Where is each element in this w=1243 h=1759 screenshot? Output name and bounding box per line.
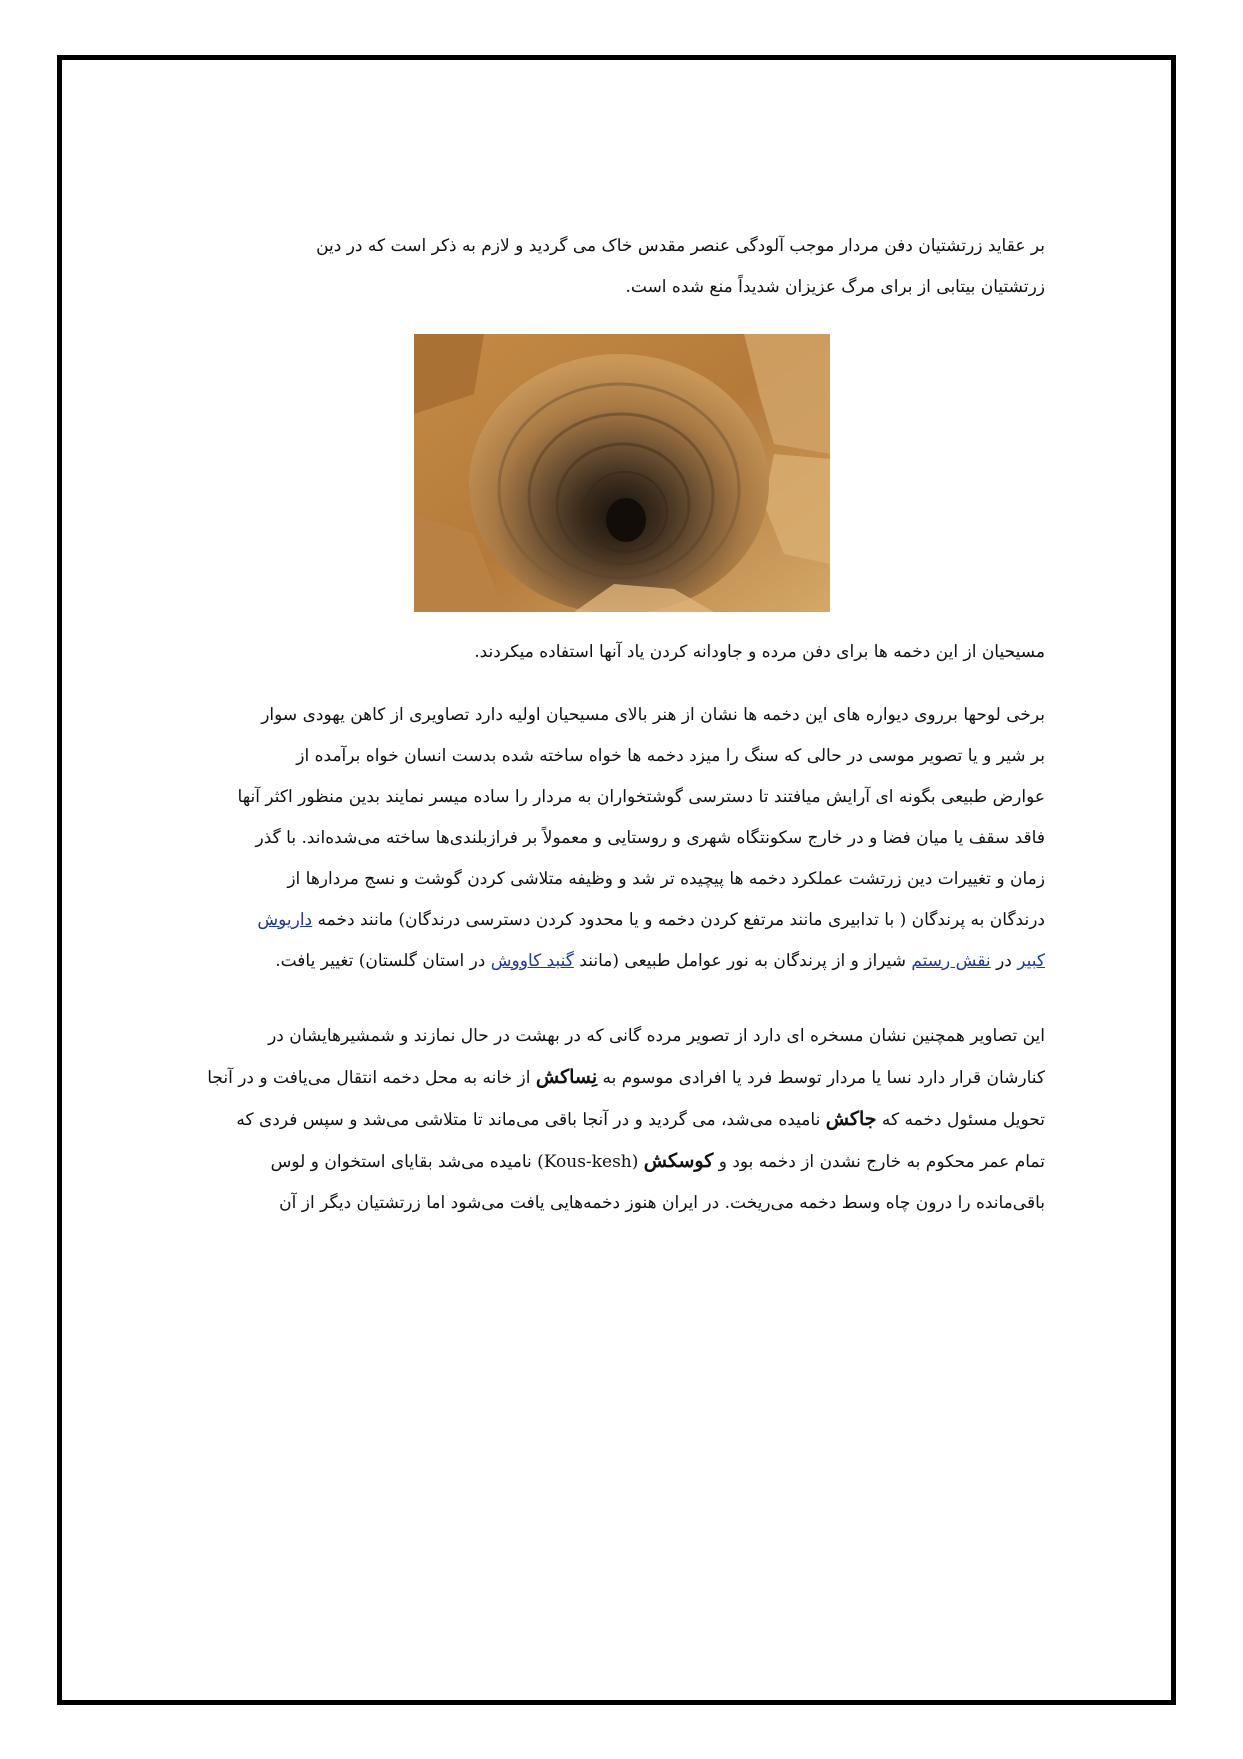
- text-span: در: [990, 951, 1018, 971]
- text-span: در استان گلستان) تغییر یافت.: [275, 951, 491, 971]
- link-gonbad-kavoosh[interactable]: گنبد کاووش: [490, 951, 574, 971]
- paragraph-line: زرتشتیان بیتابی از برای مرگ عزیزان شدیداً منع شده است.: [625, 277, 1045, 297]
- paragraph-line: برخی لوحها برروی دیواره های این دخمه ها نشان از هنر بالای مسیحیان اولیه دارد تصاویری از کاهن یهودی سوار: [261, 705, 1045, 725]
- paragraph-line: زمان و تغییرات دین زرتشت عملکرد دخمه ها پیچیده تر شد و وظیفه متلاشی کردن گوشت و نسج مردارها از: [287, 869, 1045, 889]
- paragraph-nasakesh: [195, 1016, 1045, 1224]
- text-span: درندگان به پرندگان ( با تدابیری مانند مرتفع کردن دخمه و یا محدود کردن دسترسی درندگان) مانند دخمه: [312, 910, 1045, 930]
- text-span: نامیده می‌شد، می گردید و در آنجا باقی می‌ماند تا متلاشی می‌شد و سپس فردی که: [236, 1110, 826, 1130]
- stone-well-icon: [414, 334, 830, 612]
- paragraph-line: [195, 1057, 1045, 1099]
- paragraph-line: [195, 941, 1045, 982]
- stone-well-photo: [414, 334, 830, 612]
- link-naqsh-rostam[interactable]: نقش رستم: [911, 951, 991, 971]
- term-kooskesh: کوسکش: [643, 1150, 714, 1172]
- paragraph-dakhma-reliefs: [195, 695, 1045, 982]
- paragraph-line: عوارض طبیعی بگونه ای آرایش میافتند تا دسترسی گوشتخواران به مردار را ساده میسر نمایند بدین منظور اکثر آنها: [237, 787, 1045, 807]
- paragraph-line: [195, 900, 1045, 941]
- paragraph-line: این تصاویر همچنین نشان مسخره ای دارد از تصویر مرده گانی که در بهشت در حال نمازند و شمشیرهایشان در: [268, 1026, 1045, 1046]
- paragraph-line: فاقد سقف یا میان فضا و در خارج سکونتگاه شهری و روستایی و معمولاً بر فرازبلندی‌ها ساخته می‌شده‌اند. با گذر: [255, 828, 1045, 848]
- paragraph-christians: [195, 632, 1045, 673]
- paragraph-line: مسیحیان از این دخمه ها برای دفن مرده و جاودانه کردن یاد آنها استفاده میکردند.: [474, 642, 1045, 662]
- term-nasakesh: نِساکش: [535, 1066, 598, 1088]
- latin-term: (Kous-kesh): [531, 1152, 644, 1172]
- paragraph-line: [195, 1141, 1045, 1183]
- text-span: تحویل مسئول دخمه که: [876, 1110, 1045, 1130]
- term-jakesh: جاکش: [825, 1108, 877, 1130]
- paragraph-line: باقی‌مانده را درون چاه وسط دخمه می‌ریخت. در ایران هنوز دخمه‌هایی یافت می‌شود اما زرتشتیان دیگر از آن: [279, 1193, 1045, 1213]
- link-kabir[interactable]: کبیر: [1017, 951, 1045, 971]
- text-span: تمام عمر محکوم به خارج نشدن از دخمه بود و: [713, 1152, 1045, 1172]
- text-span: از خانه به محل دخمه انتقال می‌یافت و در آنجا: [207, 1068, 536, 1088]
- text-span: شیراز و از پرندگان به نور عوامل طبیعی (مانند: [573, 951, 912, 971]
- paragraph-line: بر عقاید زرتشتیان دفن مردار موجب آلودگی عنصر مقدس خاک می گردید و لازم به ذکر است که در دین: [316, 236, 1045, 256]
- paragraph-burial-beliefs: [195, 226, 1045, 308]
- text-span: کنارشان قرار دارد نسا یا مردار توسط فرد یا افرادی موسوم به: [597, 1068, 1045, 1088]
- link-darius[interactable]: داریوش: [257, 910, 313, 930]
- text-span: نامیده می‌شد بقایای استخوان و لوس: [270, 1152, 532, 1172]
- paragraph-line: بر شیر و یا تصویر موسی در حالی که سنگ را میزد دخمه ها خواه ساخته شده بدست انسان خواه برآمده از: [296, 746, 1045, 766]
- paragraph-line: [195, 1099, 1045, 1141]
